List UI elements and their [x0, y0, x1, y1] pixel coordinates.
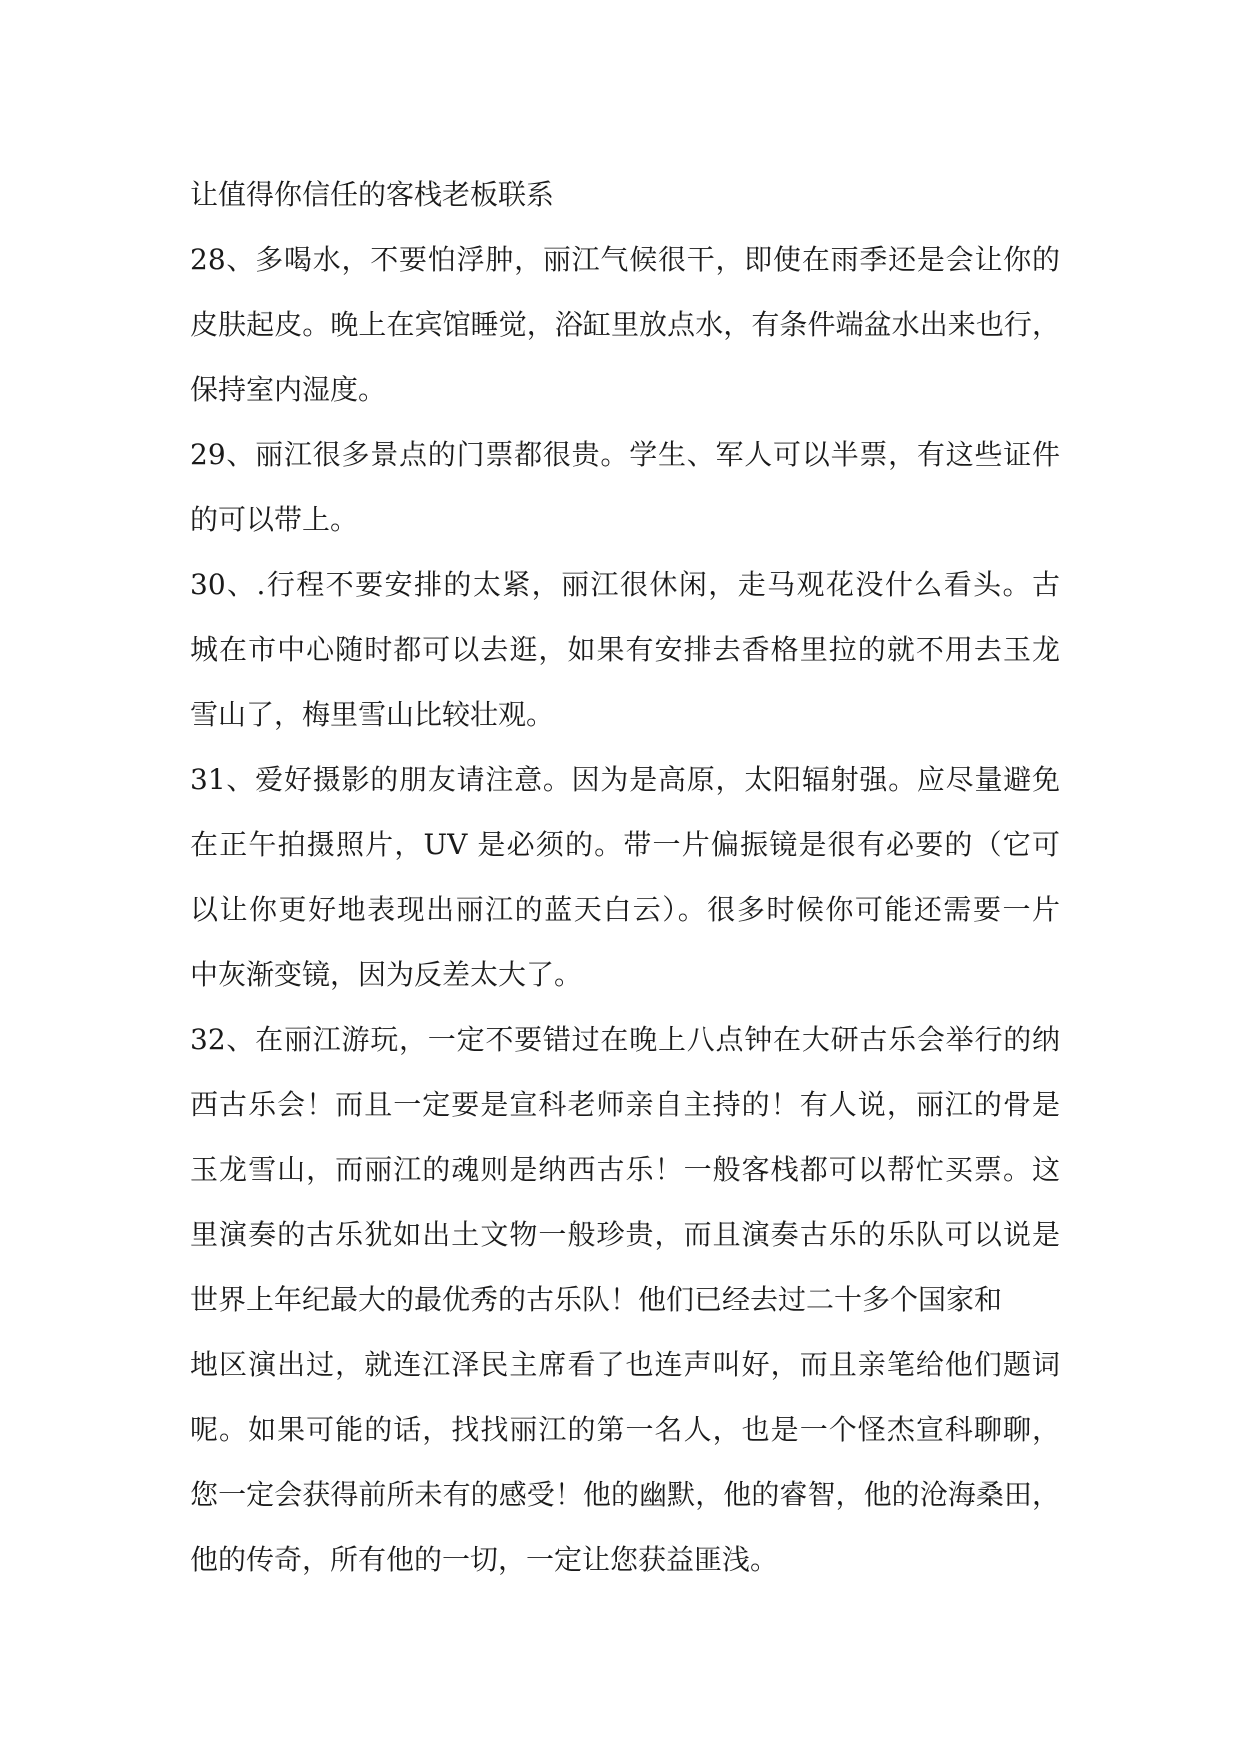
text-line-13: 中灰渐变镜，因为反差太大了。: [190, 958, 583, 991]
text-line-3: 皮肤起皮。晚上在宾馆睡觉，浴缸里放点水，有条件端盆水出来也行，: [190, 308, 1060, 341]
text-line-16: 玉龙雪山，而丽江的魂则是纳西古乐！一般客栈都可以帮忙买票。这: [190, 1153, 1060, 1186]
text-line-14: 32、在丽江游玩，一定不要错过在晚上八点钟在大研古乐会举行的纳: [190, 1023, 1060, 1056]
text-line-22: 他的传奇，所有他的一切，一定让您获益匪浅。: [190, 1543, 779, 1576]
text-line-7: 30、.行程不要安排的太紧，丽江很休闲，走马观花没什么看头。古: [190, 568, 1060, 601]
text-line-8: 城在市中心随时都可以去逛，如果有安排去香格里拉的就不用去玉龙: [190, 633, 1060, 666]
text-line-17: 里演奏的古乐犹如出土文物一般珍贵，而且演奏古乐的乐队可以说是: [190, 1218, 1060, 1251]
text-line-5: 29、丽江很多景点的门票都很贵。学生、军人可以半票，有这些证件: [190, 438, 1060, 471]
text-line-19: 地区演出过，就连江泽民主席看了也连声叫好，而且亲笔给他们题词: [190, 1348, 1060, 1381]
text-line-11: 在正午拍摄照片，UV 是必须的。带一片偏振镜是很有必要的（它可: [190, 828, 1060, 861]
text-line-9: 雪山了，梅里雪山比较壮观。: [190, 698, 555, 731]
text-line-20: 呢。如果可能的话，找找丽江的第一名人，也是一个怪杰宣科聊聊，: [190, 1413, 1060, 1446]
text-line-2: 28、多喝水，不要怕浮肿，丽江气候很干，即使在雨季还是会让你的: [190, 243, 1060, 276]
text-line-12: 以让你更好地表现出丽江的蓝天白云）。很多时候你可能还需要一片: [190, 893, 1060, 926]
text-line-10: 31、爱好摄影的朋友请注意。因为是高原，太阳辐射强。应尽量避免: [190, 763, 1060, 796]
text-line-15: 西古乐会！而且一定要是宣科老师亲自主持的！有人说，丽江的骨是: [190, 1088, 1060, 1121]
text-line-18: 世界上年纪最大的最优秀的古乐队！他们已经去过二十多个国家和: [190, 1283, 1003, 1316]
text-line-6: 的可以带上。: [190, 503, 359, 536]
text-line-21: 您一定会获得前所未有的感受！他的幽默，他的睿智，他的沧海桑田，: [190, 1478, 1060, 1511]
document-body: [190, 162, 1060, 1592]
text-line-4: 保持室内湿度。: [190, 373, 387, 406]
text-line-1: 让值得你信任的客栈老板联系: [190, 178, 555, 211]
